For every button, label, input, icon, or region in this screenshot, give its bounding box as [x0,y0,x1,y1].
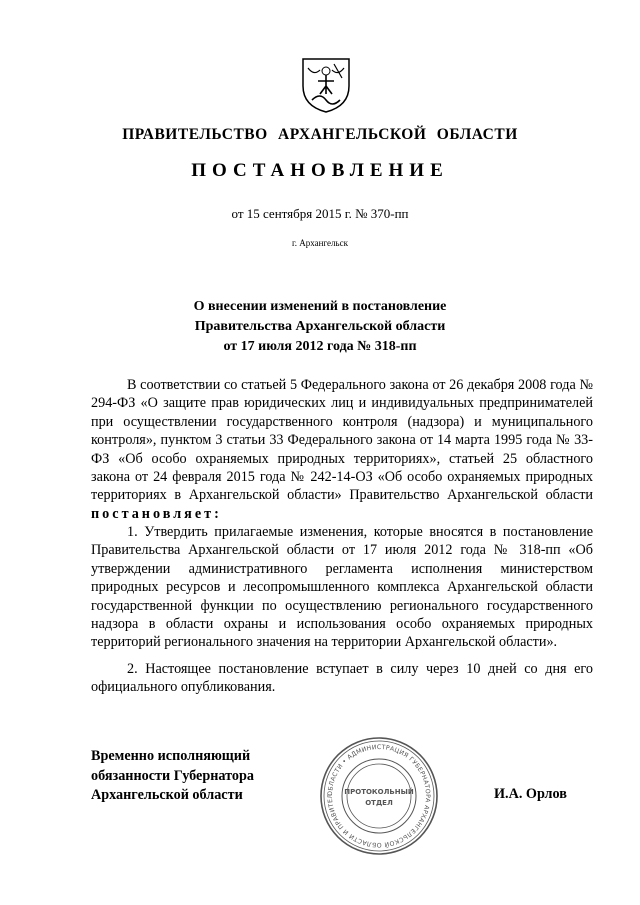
body-paragraph-item-1 [91,523,593,652]
signatory-title [91,747,254,806]
government-title: ПРАВИТЕЛЬСТВО АРХАНГЕЛЬСКОЙ ОБЛАСТИ [122,126,518,143]
signatory-line: Временно исполняющий [91,748,251,764]
subject-line: Правительства Архангельской области [194,319,446,334]
signatory-line: Архангельской области [91,787,243,803]
decree-word: постановляет [91,505,215,522]
body-paragraph-item-2 [91,660,593,697]
document-city: г. Архангельск [292,238,348,248]
subject-line: О внесении изменений в постановление [193,299,447,314]
official-seal-stamp-icon [318,735,440,857]
seal-center-line: ПРОТОКОЛЬНЫЙ [344,788,414,796]
seal-ring-text: ОБЛАСТИ • АДМИНИСТРАЦИЯ ГУБЕРНАТОРА АРХАНГЕЛЬСКОЙ ОБЛАСТИ И ПРАВИТЕЛ [326,743,432,849]
signatory-line: обязанности Губернатора [91,767,254,784]
document-date-number: от 15 сентября 2015 г. № 370-пп [231,206,409,221]
decree-colon: : [214,505,219,522]
coat-of-arms-icon [300,56,352,114]
body-paragraph-preamble [91,376,593,523]
signatory-name: И.А. Орлов [494,786,567,802]
subject-line: от 17 июля 2012 года № 318-пп [223,339,417,354]
document-subject [0,297,640,357]
document-type: ПОСТАНОВЛЕНИЕ [191,160,449,181]
item-1-text: 1. Утвердить прилагаемые изменения, которые вносятся в постановление Правительства Архангельской области от 17 июля 2012 года № 318-пп «Об утверждении административного регламента исполнения министерством природных ресурсов и лесопромышленного комплекса Архангельской области государственной функции по осуществлению регионального государственного надзора в области охраны и использования особо охраняемых природных территорий регионального значения на территории Архангельской области». [91,524,593,651]
seal-center-line: ОТДЕЛ [365,799,393,807]
preamble-text: В соответствии со статьей 5 Федерального закона от 26 декабря 2008 года № 294-ФЗ «О защите прав юридических лиц и индивидуальных предпринимателей при осуществлении государственного контроля (надзора) и муниципального контроля», пунктом 3 статьи 33 Федерального закона от 14 марта 1995 года № 33-ФЗ «Об особо охраняемых природных территориях», статьей 25 областного закона от 24 февраля 2015 года № 242-14-ОЗ «Об особо охраняемых природных территориях в Архангельской области» Правительство Архангельской области [91,377,593,504]
item-2-text: 2. Настоящее постановление вступает в силу через 10 дней со дня его официального опубликования. [91,661,593,696]
